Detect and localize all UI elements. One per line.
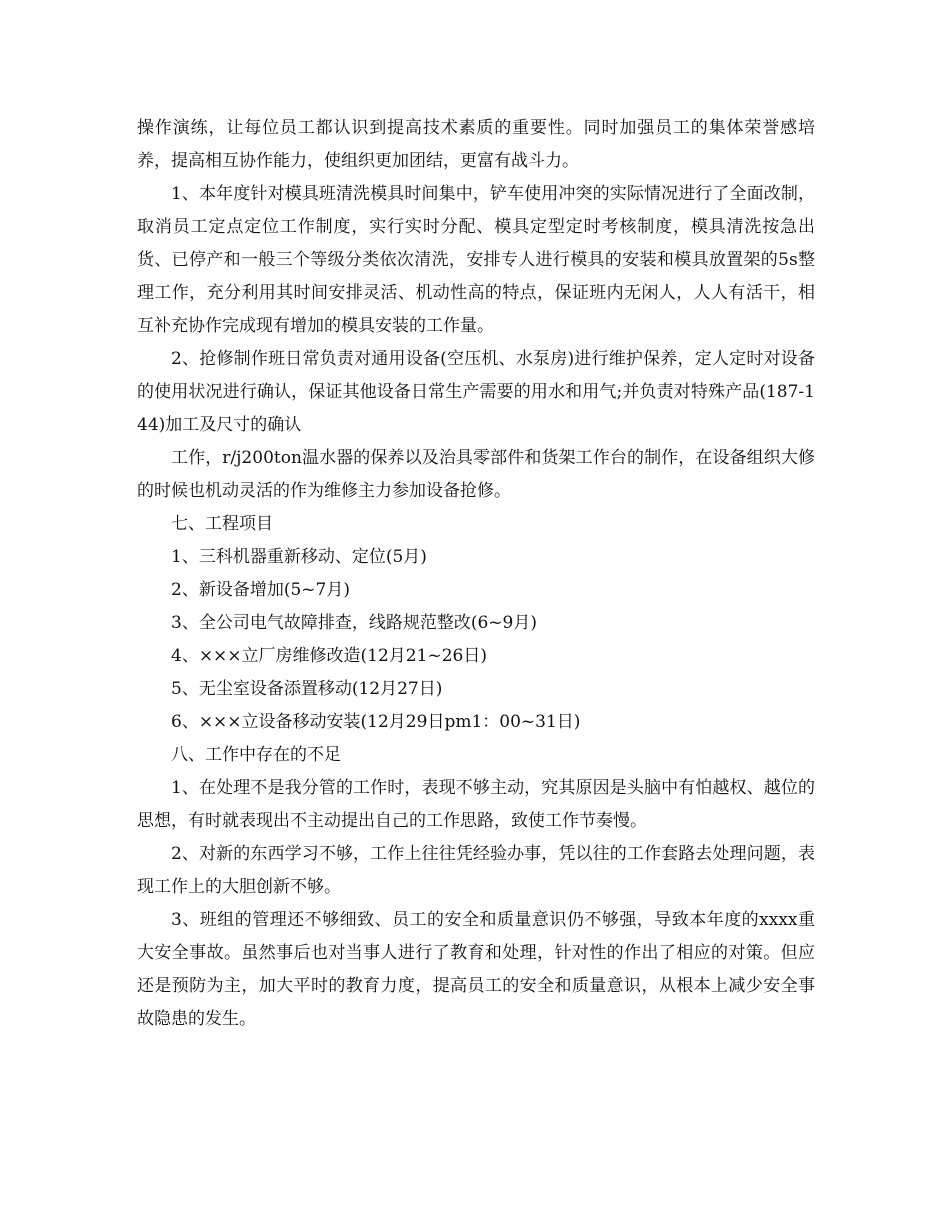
section-heading-shortcomings: 八、工作中存在的不足 xyxy=(171,745,341,765)
project-item-1: 1、三科机器重新移动、定位(5月) xyxy=(171,547,427,567)
paragraph-mold-team: 1、本年度针对模具班清洗模具时间集中，铲车使用冲突的实际情况进行了全面改制，取消员工定点定位工作制度，实行实时分配、模具定型定时考核制度，模具清洗按急出货、已停产和一般三个等级分类依次清洗，安排专人进行模具的安装和模具放置架的5s整理工作，充分利用其时间安排灵活、机动性高的特点，保证班内无闲人，人人有活干，相互补充协作完成现有增加的模具安装的工作量。 xyxy=(137,184,815,336)
project-item-3: 3、全公司电气故障排查，线路规范整改(6~9月) xyxy=(171,613,537,633)
shortcoming-item-3: 3、班组的管理还不够细致、员工的安全和质量意识仍不够强，导致本年度的xxxx重大安全事故。虽然事后也对当事人进行了教育和处理，针对性的作出了相应的对策。但应还是预防为主，加大平时的教育力度，提高员工的安全和质量意识，从根本上减少安全事故隐患的发生。 xyxy=(137,910,815,1029)
paragraph-repair-team: 2、抢修制作班日常负责对通用设备(空压机、水泵房)进行维护保养，定人定时对设备的使用状况进行确认，保证其他设备日常生产需要的用水和用气;并负责对特殊产品(187-144)加工及尺寸的确认 xyxy=(137,349,815,435)
paragraph-repair-team-cont: 工作，r/j200ton温水器的保养以及治具零部件和货架工作台的制作，在设备组织大修的时候也机动灵活的作为维修主力参加设备抢修。 xyxy=(137,448,815,501)
project-item-5: 5、无尘室设备添置移动(12月27日) xyxy=(171,679,443,699)
project-item-2: 2、新设备增加(5~7月) xyxy=(171,580,350,600)
shortcoming-item-2: 2、对新的东西学习不够，工作上往往凭经验办事，凭以往的工作套路去处理问题，表现工作上的大胆创新不够。 xyxy=(137,844,815,897)
section-heading-projects: 七、工程项目 xyxy=(171,514,273,534)
document-body xyxy=(137,112,815,1036)
project-item-6: 6、×××立设备移动安装(12月29日pm1：00~31日) xyxy=(171,712,581,732)
project-item-4: 4、×××立厂房维修改造(12月21~26日) xyxy=(171,646,487,666)
paragraph-continuation: 操作演练，让每位员工都认识到提高技术素质的重要性。同时加强员工的集体荣誉感培养，提高相互协作能力，使组织更加团结，更富有战斗力。 xyxy=(137,118,815,171)
shortcoming-item-1: 1、在处理不是我分管的工作时，表现不够主动，究其原因是头脑中有怕越权、越位的思想，有时就表现出不主动提出自己的工作思路，致使工作节奏慢。 xyxy=(137,778,815,831)
